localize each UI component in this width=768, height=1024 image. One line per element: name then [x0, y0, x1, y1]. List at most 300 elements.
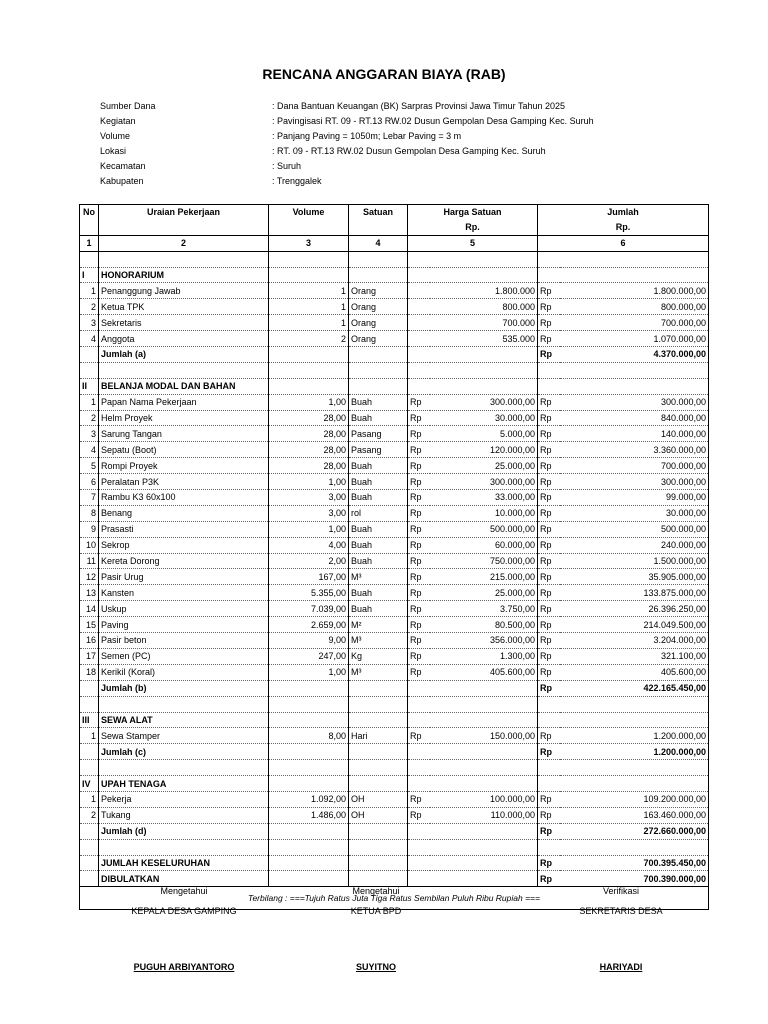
signature-name: SUYITNO: [355, 962, 396, 972]
info-label: Kegiatan: [100, 116, 136, 126]
item-description: Sewa Stamper: [99, 728, 269, 744]
table-row: [80, 315, 709, 331]
item-price-currency: [408, 283, 430, 299]
item-total-currency: Rp: [538, 664, 560, 680]
item-total-currency: Rp: [538, 315, 560, 331]
item-total: 140.000,00: [560, 426, 709, 442]
item-unit-price: 25.000,00: [430, 585, 538, 601]
item-volume: 28,00: [269, 410, 349, 426]
column-number: 1: [80, 235, 99, 251]
item-unit-price: 500.000,00: [430, 521, 538, 537]
item-price-currency: Rp: [408, 410, 430, 426]
item-volume: 1: [269, 283, 349, 299]
header-jumlah: Jumlah: [538, 205, 709, 220]
item-unit: M³: [349, 633, 408, 649]
item-price-currency: Rp: [408, 474, 430, 490]
section-title: SEWA ALAT: [99, 712, 269, 728]
item-unit: Kg: [349, 648, 408, 664]
signature-name: PUGUH ARBIYANTORO: [133, 962, 235, 972]
item-number: 1: [80, 791, 99, 807]
item-description: Sepatu (Boot): [99, 442, 269, 458]
item-total: 26.396.250,00: [560, 601, 709, 617]
item-total: 1.500.000,00: [560, 553, 709, 569]
header-volume: Volume: [269, 205, 349, 220]
item-unit: Buah: [349, 521, 408, 537]
item-description: Prasasti: [99, 521, 269, 537]
table-row: [80, 394, 709, 410]
subtotal-row: [80, 347, 709, 363]
item-volume: 4,00: [269, 537, 349, 553]
item-description: Semen (PC): [99, 648, 269, 664]
subtotal-currency: Rp: [538, 855, 560, 871]
table-row: [80, 537, 709, 553]
item-unit-price: 300.000,00: [430, 394, 538, 410]
item-total-currency: Rp: [538, 601, 560, 617]
item-total: 1.800.000,00: [560, 283, 709, 299]
subtotal-currency: Rp: [538, 680, 560, 696]
item-volume: 28,00: [269, 426, 349, 442]
item-unit: M³: [349, 569, 408, 585]
item-price-currency: Rp: [408, 394, 430, 410]
column-number-row: [80, 235, 709, 251]
signature-caption: Mengetahui: [160, 886, 208, 896]
info-value: : Dana Bantuan Keuangan (BK) Sarpras Provinsi Jawa Timur Tahun 2025: [272, 101, 566, 111]
item-unit-price: 150.000,00: [430, 728, 538, 744]
item-unit-price: 60.000,00: [430, 537, 538, 553]
section-title: HONORARIUM: [99, 267, 269, 283]
item-total: 300.000,00: [560, 394, 709, 410]
item-total-currency: Rp: [538, 283, 560, 299]
subtotal-row: [80, 855, 709, 871]
item-unit-price: 750.000,00: [430, 553, 538, 569]
subtotal-currency: Rp: [538, 823, 560, 839]
budget-table: [79, 204, 709, 910]
item-description: Rambu K3 60x100: [99, 490, 269, 506]
item-volume: 28,00: [269, 442, 349, 458]
table-row: [80, 331, 709, 347]
item-total: 800.000,00: [560, 299, 709, 315]
section-row: [80, 267, 709, 283]
item-number: 17: [80, 648, 99, 664]
table-row: [80, 617, 709, 633]
item-total: 3.360.000,00: [560, 442, 709, 458]
item-number: 2: [80, 299, 99, 315]
item-number: 18: [80, 664, 99, 680]
info-value: : Trenggalek: [272, 176, 322, 186]
item-number: 5: [80, 458, 99, 474]
item-total-currency: Rp: [538, 807, 560, 823]
item-description: Papan Nama Pekerjaan: [99, 394, 269, 410]
item-volume: 7.039,00: [269, 601, 349, 617]
item-unit: Buah: [349, 410, 408, 426]
item-volume: 2.659,00: [269, 617, 349, 633]
item-description: Anggota: [99, 331, 269, 347]
item-total-currency: Rp: [538, 410, 560, 426]
signature-role: KETUA BPD: [350, 906, 402, 916]
subtotal-currency: Rp: [538, 347, 560, 363]
item-description: Peralatan P3K: [99, 474, 269, 490]
item-number: 4: [80, 331, 99, 347]
item-total-currency: Rp: [538, 617, 560, 633]
item-number: 14: [80, 601, 99, 617]
table-row: [80, 633, 709, 649]
item-number: 10: [80, 537, 99, 553]
blank-row: [80, 696, 709, 712]
blank-row: [80, 760, 709, 776]
info-row: [100, 114, 700, 129]
item-number: 4: [80, 442, 99, 458]
subtotal-currency: Rp: [538, 871, 560, 887]
item-description: Kerikil (Koral): [99, 664, 269, 680]
item-total: 1.200.000,00: [560, 728, 709, 744]
item-volume: 8,00: [269, 728, 349, 744]
table-row: [80, 585, 709, 601]
subtotal-amount: 700.395.450,00: [560, 855, 709, 871]
item-price-currency: Rp: [408, 633, 430, 649]
item-unit: Buah: [349, 474, 408, 490]
item-volume: 1.486,00: [269, 807, 349, 823]
item-description: Pasir Urug: [99, 569, 269, 585]
item-unit-price: 120.000,00: [430, 442, 538, 458]
item-price-currency: [408, 315, 430, 331]
item-total: 500.000,00: [560, 521, 709, 537]
header-uraian: Uraian Pekerjaan: [99, 205, 269, 220]
table-row: [80, 283, 709, 299]
item-total: 700.000,00: [560, 315, 709, 331]
item-description: Penanggung Jawab: [99, 283, 269, 299]
info-label: Kabupaten: [100, 176, 144, 186]
item-total: 99.000,00: [560, 490, 709, 506]
item-volume: 1: [269, 299, 349, 315]
item-total: 405.600,00: [560, 664, 709, 680]
subtotal-label: Jumlah (a): [99, 347, 269, 363]
item-unit-price: 405.600,00: [430, 664, 538, 680]
section-number: II: [80, 378, 99, 394]
item-unit: Buah: [349, 490, 408, 506]
item-unit: Pasang: [349, 442, 408, 458]
item-unit: Pasang: [349, 426, 408, 442]
table-row: [80, 474, 709, 490]
blank-row: [80, 839, 709, 855]
header-harga-unit: Rp.: [408, 220, 538, 235]
item-number: 3: [80, 315, 99, 331]
item-price-currency: Rp: [408, 505, 430, 521]
subtotal-row: [80, 744, 709, 760]
item-unit-price: 30.000,00: [430, 410, 538, 426]
section-row: [80, 776, 709, 792]
column-number: 6: [538, 235, 709, 251]
item-volume: 2: [269, 331, 349, 347]
item-total-currency: Rp: [538, 426, 560, 442]
info-label: Kecamatan: [100, 161, 146, 171]
item-unit: Hari: [349, 728, 408, 744]
item-description: Pekerja: [99, 791, 269, 807]
item-unit-price: 33.000,00: [430, 490, 538, 506]
subtotal-label: JUMLAH KESELURUHAN: [99, 855, 269, 871]
header-harga: Harga Satuan: [408, 205, 538, 220]
subtotal-row: [80, 680, 709, 696]
item-unit: M³: [349, 664, 408, 680]
info-row: [100, 159, 700, 174]
item-description: Helm Proyek: [99, 410, 269, 426]
info-row: [100, 99, 700, 114]
item-number: 8: [80, 505, 99, 521]
item-total-currency: Rp: [538, 458, 560, 474]
item-unit: OH: [349, 791, 408, 807]
table-row: [80, 490, 709, 506]
signature-caption: Mengetahui: [352, 886, 400, 896]
item-unit: Orang: [349, 315, 408, 331]
item-price-currency: Rp: [408, 490, 430, 506]
item-total-currency: Rp: [538, 490, 560, 506]
item-volume: 1,00: [269, 664, 349, 680]
item-number: 1: [80, 283, 99, 299]
signature-role: KEPALA DESA GAMPING: [131, 906, 237, 916]
table-row: [80, 458, 709, 474]
table-row: [80, 521, 709, 537]
table-row: [80, 505, 709, 521]
info-row: [100, 144, 700, 159]
item-description: Ketua TPK: [99, 299, 269, 315]
info-label: Sumber Dana: [100, 101, 156, 111]
subtotal-label: Jumlah (d): [99, 823, 269, 839]
item-price-currency: Rp: [408, 648, 430, 664]
document-title: RENCANA ANGGARAN BIAYA (RAB): [262, 66, 506, 82]
header-no: No: [80, 205, 99, 220]
item-description: Sarung Tangan: [99, 426, 269, 442]
signature-block-kepala-desa: [84, 884, 284, 972]
signature-block-sekretaris: [521, 884, 721, 972]
item-price-currency: Rp: [408, 617, 430, 633]
item-description: Kereta Dorong: [99, 553, 269, 569]
column-number: 5: [408, 235, 538, 251]
item-unit-price: 100.000,00: [430, 791, 538, 807]
item-description: Sekrop: [99, 537, 269, 553]
item-total: 3.204.000,00: [560, 633, 709, 649]
item-unit-price: 356.000,00: [430, 633, 538, 649]
item-price-currency: Rp: [408, 442, 430, 458]
item-unit-price: 10.000,00: [430, 505, 538, 521]
item-unit-price: 3.750,00: [430, 601, 538, 617]
item-description: Paving: [99, 617, 269, 633]
header-jumlah-unit: Rp.: [538, 220, 709, 235]
table-row: [80, 426, 709, 442]
item-total-currency: Rp: [538, 505, 560, 521]
item-total-currency: Rp: [538, 633, 560, 649]
blank-row: [80, 362, 709, 378]
signature-name: HARIYADI: [599, 962, 643, 972]
item-unit: Buah: [349, 553, 408, 569]
item-total: 1.070.000,00: [560, 331, 709, 347]
subtotal-amount: 272.660.000,00: [560, 823, 709, 839]
item-volume: 9,00: [269, 633, 349, 649]
item-total-currency: Rp: [538, 521, 560, 537]
item-unit: OH: [349, 807, 408, 823]
item-unit: Orang: [349, 331, 408, 347]
item-total: 163.460.000,00: [560, 807, 709, 823]
item-number: 1: [80, 394, 99, 410]
item-volume: 1: [269, 315, 349, 331]
item-number: 2: [80, 410, 99, 426]
item-total-currency: Rp: [538, 442, 560, 458]
item-total-currency: Rp: [538, 331, 560, 347]
subtotal-amount: 700.390.000,00: [560, 871, 709, 887]
section-title: UPAH TENAGA: [99, 776, 269, 792]
item-number: 1: [80, 728, 99, 744]
item-price-currency: [408, 331, 430, 347]
table-row: [80, 664, 709, 680]
item-volume: 247,00: [269, 648, 349, 664]
item-number: 6: [80, 474, 99, 490]
subtotal-currency: Rp: [538, 744, 560, 760]
item-price-currency: Rp: [408, 521, 430, 537]
item-total: 133.875.000,00: [560, 585, 709, 601]
item-price-currency: Rp: [408, 569, 430, 585]
item-unit: rol: [349, 505, 408, 521]
item-price-currency: Rp: [408, 664, 430, 680]
signature-block-ketua-bpd: [276, 884, 476, 972]
table-header-row: [80, 205, 709, 220]
item-unit: Buah: [349, 601, 408, 617]
item-unit: Buah: [349, 585, 408, 601]
table-row: [80, 728, 709, 744]
item-unit-price: 1.300,00: [430, 648, 538, 664]
item-number: 7: [80, 490, 99, 506]
subtotal-amount: 422.165.450,00: [560, 680, 709, 696]
item-unit-price: 800.000: [430, 299, 538, 315]
item-volume: 2,00: [269, 553, 349, 569]
item-total-currency: Rp: [538, 728, 560, 744]
table-row: [80, 601, 709, 617]
item-total: 300.000,00: [560, 474, 709, 490]
item-price-currency: Rp: [408, 728, 430, 744]
item-total-currency: Rp: [538, 585, 560, 601]
item-description: Benang: [99, 505, 269, 521]
item-price-currency: [408, 299, 430, 315]
item-volume: 3,00: [269, 505, 349, 521]
section-number: I: [80, 267, 99, 283]
item-total: 840.000,00: [560, 410, 709, 426]
subtotal-row: [80, 823, 709, 839]
info-label: Lokasi: [100, 146, 127, 156]
item-total-currency: Rp: [538, 474, 560, 490]
item-unit: Buah: [349, 537, 408, 553]
info-row: [100, 129, 700, 144]
item-description: Tukang: [99, 807, 269, 823]
item-number: 3: [80, 426, 99, 442]
header-satuan: Satuan: [349, 205, 408, 220]
item-price-currency: Rp: [408, 426, 430, 442]
item-unit: Orang: [349, 283, 408, 299]
item-unit-price: 700.000: [430, 315, 538, 331]
item-unit-price: 535.000: [430, 331, 538, 347]
subtotal-amount: 1.200.000,00: [560, 744, 709, 760]
item-number: 15: [80, 617, 99, 633]
table-row: [80, 553, 709, 569]
item-price-currency: Rp: [408, 791, 430, 807]
item-description: Rompi Proyek: [99, 458, 269, 474]
item-total: 214.049.500,00: [560, 617, 709, 633]
amount-in-words: Terbilang : ===Tujuh Ratus Juta Tiga Ratus Sembilan Puluh Ribu Rupiah ===: [80, 887, 709, 910]
item-volume: 1,00: [269, 521, 349, 537]
section-row: [80, 378, 709, 394]
item-unit-price: 110.000,00: [430, 807, 538, 823]
item-total: 35.905.000,00: [560, 569, 709, 585]
item-total-currency: Rp: [538, 791, 560, 807]
item-price-currency: Rp: [408, 537, 430, 553]
item-volume: 167,00: [269, 569, 349, 585]
column-number: 2: [99, 235, 269, 251]
item-price-currency: Rp: [408, 585, 430, 601]
subtotal-label: Jumlah (b): [99, 680, 269, 696]
table-row: [80, 410, 709, 426]
item-number: 13: [80, 585, 99, 601]
item-total: 240.000,00: [560, 537, 709, 553]
table-row: [80, 807, 709, 823]
item-total-currency: Rp: [538, 299, 560, 315]
item-total-currency: Rp: [538, 394, 560, 410]
table-row: [80, 442, 709, 458]
item-number: 16: [80, 633, 99, 649]
info-value: : Suruh: [272, 161, 302, 171]
table-row: [80, 648, 709, 664]
item-number: 9: [80, 521, 99, 537]
item-volume: 1,00: [269, 474, 349, 490]
item-unit-price: 5.000,00: [430, 426, 538, 442]
info-row: [100, 174, 700, 189]
item-unit: Orang: [349, 299, 408, 315]
info-value: : RT. 09 - RT.13 RW.02 Dusun Gempolan Desa Gamping Kec. Suruh: [272, 146, 546, 156]
item-volume: 28,00: [269, 458, 349, 474]
item-total: 109.200.000,00: [560, 791, 709, 807]
table-row: [80, 569, 709, 585]
item-description: Pasir beton: [99, 633, 269, 649]
signature-caption: Verifikasi: [602, 886, 639, 896]
item-description: Sekretaris: [99, 315, 269, 331]
item-description: Uskup: [99, 601, 269, 617]
section-number: III: [80, 712, 99, 728]
subtotal-amount: 4.370.000,00: [560, 347, 709, 363]
project-info: [100, 99, 700, 189]
item-price-currency: Rp: [408, 807, 430, 823]
item-unit-price: 300.000,00: [430, 474, 538, 490]
item-total-currency: Rp: [538, 648, 560, 664]
item-total-currency: Rp: [538, 553, 560, 569]
item-volume: 3,00: [269, 490, 349, 506]
info-value: : Pavingisasi RT. 09 - RT.13 RW.02 Dusun Gempolan Desa Gamping Kec. Suruh: [272, 116, 594, 126]
item-volume: 1.092,00: [269, 791, 349, 807]
item-price-currency: Rp: [408, 601, 430, 617]
item-total: 321.100,00: [560, 648, 709, 664]
subtotal-label: Jumlah (c): [99, 744, 269, 760]
signature-role: SEKRETARIS DESA: [579, 906, 663, 916]
info-label: Volume: [100, 131, 131, 141]
item-unit-price: 80.500,00: [430, 617, 538, 633]
table-header-unit-row: [80, 220, 709, 235]
item-price-currency: Rp: [408, 458, 430, 474]
table-row: [80, 791, 709, 807]
item-number: 12: [80, 569, 99, 585]
item-unit-price: 25.000,00: [430, 458, 538, 474]
column-number: 3: [269, 235, 349, 251]
table-row: [80, 299, 709, 315]
section-row: [80, 712, 709, 728]
info-value: : Panjang Paving = 1050m; Lebar Paving = 3 m: [272, 131, 462, 141]
section-title: BELANJA MODAL DAN BAHAN: [99, 378, 269, 394]
item-total-currency: Rp: [538, 569, 560, 585]
item-unit: Buah: [349, 458, 408, 474]
section-number: IV: [80, 776, 99, 792]
